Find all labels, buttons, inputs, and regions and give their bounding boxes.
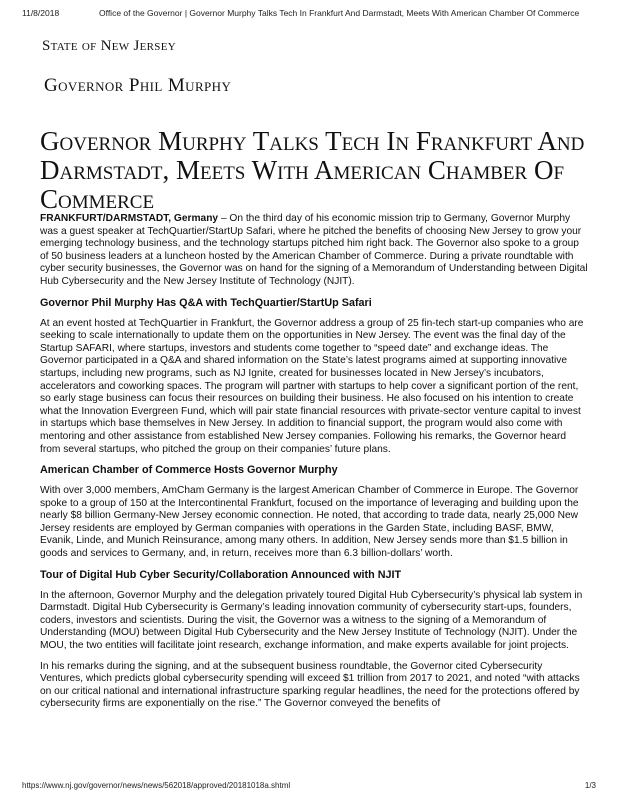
section-heading-digital-hub: Tour of Digital Hub Cyber Security/Collaboration Announced with NJIT: [40, 568, 402, 581]
article-body: [40, 213, 588, 719]
section-body-digital-hub-continued: In his remarks during the signing, and at the subsequent business roundtable, the Governor cited Cybersecurity Ventures, which predicts global cybersecurity spending will exceed $1 trillion from 2017 to 2021, and noted “with attacks on our critical national and international infrastructure sparking regular headlines, the need for the protections offered by cybersecurity firms are exponentially on the rise.” The Governor conveyed the benefits of: [40, 660, 580, 710]
section-body-techquartier: At an event hosted at TechQuartier in Frankfurt, the Governor address a group of 25 fin-tech start-up companies who are seeking to scale internationally to update them on the opportunities in New Jersey. The event was the final day of the Startup SAFARI, where startups, investors and students come together to “speed date” and exchange ideas. The Governor participated in a Q&A and shared information on the State’s latest programs aimed at supporting innovative startups, including new programs, such as NJ Ignite, created for businesses located in New Jersey’s incubators, accelerators and coworking spaces. The program will partner with startups to help cover a significant portion of the rent, so early stage business can focus their resources on building their business. He also focused on his intention to create what the Innovation Evergreen Fund, which will pair state financial resources with private-sector venture capital to invest in startups which base themselves in New Jersey. In addition to financial support, the program would also come with mentoring and other assistance from established New Jersey companies. Following his remarks, the Governor heard from several startups, who pitched the group on their companies’ future plans.: [40, 317, 584, 455]
section-body-amcham: With over 3,000 members, AmCham Germany is the largest American Chamber of Commerce in Europe. The Governor spoke to a group of 150 at the Intercontinental Frankfurt, focused on the importance of leveraging and building upon the nearly $8 billion Germany-New Jersey economic connection. He noted, that according to trade data, nearly 25,000 New Jersey residents are employed by German companies with operations in the Garden State, including BASF, BMW, Evanik, Linde, and Munich Reinsurance, among many others. In addition, New Jersey sends more than $1.5 billion in goods and services to Germany, and, in return, receives more than 6.3 billion-dollars’ worth.: [40, 485, 579, 560]
section-heading-techquartier: Governor Phil Murphy Has Q&A with TechQuartier/StartUp Safari: [40, 296, 372, 309]
article-headline: Governor Murphy Talks Tech In Frankfurt And Darmstadt, Meets With American Chamber Of Commerce: [40, 126, 585, 214]
page-url: https://www.nj.gov/governor/news/news/562018/approved/20181018a.shtml: [22, 781, 291, 790]
print-footer: [22, 781, 596, 790]
section-heading-amcham: American Chamber of Commerce Hosts Governor Murphy: [40, 464, 338, 477]
state-of-new-jersey-link[interactable]: State of New Jersey: [42, 38, 176, 54]
governor-name-link[interactable]: Governor Phil Murphy: [44, 75, 232, 96]
print-page-title: Office of the Governor | Governor Murphy Talks Tech In Frankfurt And Darmstadt, Meets With American Chamber Of Commerce: [99, 8, 580, 18]
lead-paragraph: [40, 213, 588, 289]
page-number: 1/3: [584, 781, 596, 790]
section-body-digital-hub: In the afternoon, Governor Murphy and the delegation privately toured Digital Hub Cybersecurity’s physical lab system in Darmstadt. Digital Hub Cybersecurity is Germany’s leading innovation community of cybersecurity start-ups, founders, coders, investors and scientists. During the visit, the Governor was a witness to the signing of a Memorandum of Understanding (MOU) between Digital Hub Cybersecurity and the New Jersey Institute of Technology (NJIT). Under the MOU, the two entities will facilitate joint research, exchange information, and make experts available for joint projects.: [40, 589, 583, 652]
dateline: FRANKFURT/DARMSTADT, Germany: [40, 213, 219, 224]
lead-text: – On the third day of his economic mission trip to Germany, Governor Murphy was a guest speaker at TechQuartier/StartUp Safari, where he pitched the benefits of choosing New Jersey to grow your emerging technology business, and the technology startups pitched him right back. The Governor also spoke to a group of 50 business leaders at a luncheon hosted by the American Chamber of Commerce. During a private roundtable with cyber security businesses, the Governor was on hand for the signing of a Memorandum of Understanding between Digital Hub Cybersecurity and the New Jersey Institute of Technology (NJIT).: [40, 213, 588, 287]
print-date: 11/8/2018: [22, 8, 60, 18]
